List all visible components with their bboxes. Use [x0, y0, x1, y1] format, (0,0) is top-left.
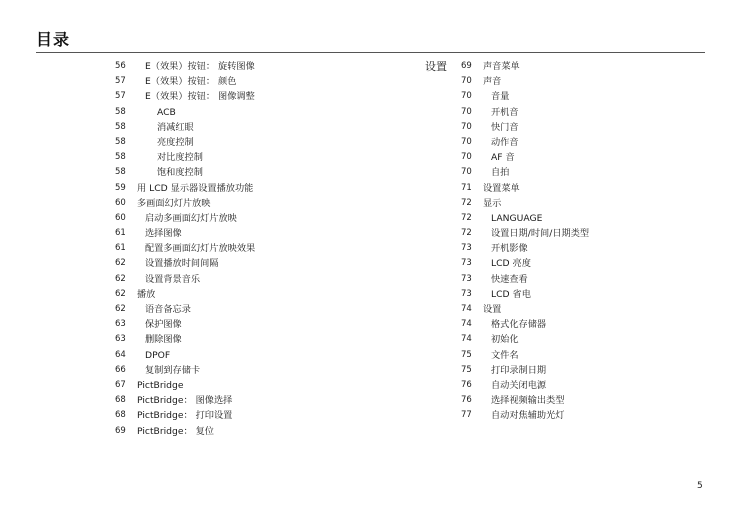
toc-entry-title: 对比度控制 — [157, 152, 203, 164]
toc-entry-title: PictBridge — [137, 379, 184, 391]
toc-entry-title: 删除图像 — [145, 334, 182, 346]
toc-entry[interactable] — [115, 150, 415, 165]
toc-entry[interactable] — [461, 150, 701, 165]
toc-page-number: 70 — [461, 76, 472, 87]
toc-entry-title: 配置多画面幻灯片放映效果 — [145, 243, 256, 255]
toc-entry[interactable] — [115, 74, 415, 89]
toc-page-number: 66 — [115, 364, 126, 375]
toc-entry-title: 消减红眼 — [157, 121, 194, 133]
toc-entry-title: 快门音 — [491, 121, 519, 133]
toc-page-number: 75 — [461, 349, 472, 360]
toc-entry-title: 选择视频输出类型 — [491, 395, 565, 407]
toc-entry[interactable] — [115, 89, 415, 104]
toc-entry-title: 开机影像 — [491, 243, 528, 255]
toc-entry-title: 设置 — [483, 304, 502, 315]
toc-entry-title: ACB — [157, 106, 176, 118]
toc-page-number: 62 — [115, 258, 126, 269]
toc-page-number: 74 — [461, 304, 472, 314]
toc-page-number: 57 — [115, 76, 126, 87]
toc-entry-title: 播放 — [137, 288, 156, 300]
toc-page-number: 58 — [115, 152, 126, 163]
toc-entry[interactable] — [115, 287, 415, 302]
toc-page-number: 70 — [461, 167, 472, 178]
toc-page-number: 72 — [461, 197, 472, 208]
toc-entry[interactable] — [115, 348, 415, 363]
toc-page-number: 77 — [461, 410, 472, 421]
toc-entry-title: 设置日期/时间/日期类型 — [491, 228, 590, 240]
toc-page-number: 58 — [115, 121, 126, 132]
toc-page-number: 73 — [461, 258, 472, 269]
toc-page-number: 58 — [115, 136, 126, 147]
toc-entry[interactable] — [115, 378, 415, 393]
toc-entry-title: 显示 — [483, 197, 502, 209]
toc-entry[interactable] — [461, 393, 701, 408]
toc-entry-title: E（效果）按钮： 图像调整 — [145, 91, 255, 103]
toc-entry-title: 开机音 — [491, 106, 519, 118]
toc-entry-title: 快速查看 — [491, 273, 528, 285]
toc-entry-title: DPOF — [145, 349, 171, 361]
toc-page-number: 67 — [115, 379, 126, 390]
toc-entry[interactable] — [115, 317, 415, 332]
toc-entry-title: 设置菜单 — [483, 182, 520, 194]
toc-page-number: 76 — [461, 379, 472, 390]
toc-entry[interactable] — [461, 363, 701, 378]
toc-entry[interactable] — [461, 332, 701, 347]
toc-page-number: 69 — [115, 425, 126, 436]
toc-page-number: 68 — [115, 395, 126, 406]
toc-entry[interactable] — [461, 74, 701, 89]
toc-left-column — [115, 59, 415, 439]
toc-entry-title: 动作音 — [491, 136, 519, 148]
toc-page-number: 72 — [461, 212, 472, 223]
toc-entry[interactable] — [461, 408, 701, 423]
toc-page-number: 59 — [115, 182, 126, 193]
toc-page-number: 70 — [461, 121, 472, 132]
toc-entry[interactable] — [115, 424, 415, 439]
toc-entry[interactable] — [461, 135, 701, 150]
toc-entry-title: PictBridge： 图像选择 — [137, 395, 233, 407]
toc-entry-title: 文件名 — [491, 349, 519, 361]
toc-entry[interactable] — [115, 181, 415, 196]
toc-page-number: 62 — [115, 304, 126, 314]
toc-entry-title: 声音 — [483, 76, 502, 88]
toc-entry[interactable] — [461, 226, 701, 241]
toc-page-number: 62 — [115, 288, 126, 299]
toc-entry-title: 打印录制日期 — [491, 364, 547, 376]
toc-entry-title: 饱和度控制 — [157, 167, 203, 179]
toc-entry-title: LCD 省电 — [491, 288, 531, 300]
toc-entry-title: 格式化存储器 — [491, 319, 547, 331]
toc-entry[interactable] — [115, 272, 415, 287]
toc-entry-title: 初始化 — [491, 334, 519, 346]
toc-page-number: 73 — [461, 273, 472, 284]
toc-page-number: 58 — [115, 167, 126, 178]
toc-right-column — [461, 59, 701, 424]
toc-entry[interactable] — [461, 89, 701, 104]
toc-entry[interactable] — [461, 241, 701, 256]
toc-entry[interactable] — [115, 211, 415, 226]
toc-page-number: 56 — [115, 61, 126, 71]
toc-page-number: 70 — [461, 136, 472, 147]
toc-page-number: 72 — [461, 228, 472, 239]
page-title: 目录 — [36, 30, 71, 49]
toc-page-number: 74 — [461, 334, 472, 345]
toc-entry[interactable] — [115, 59, 415, 74]
toc-entry[interactable] — [115, 165, 415, 180]
toc-entry-title: LCD 亮度 — [491, 258, 531, 270]
toc-page-number: 58 — [115, 106, 126, 117]
toc-entry[interactable] — [461, 211, 701, 226]
toc-entry[interactable] — [461, 196, 701, 211]
toc-page-number: 60 — [115, 212, 126, 223]
toc-page-number: 64 — [115, 349, 126, 360]
toc-entry-title: PictBridge： 打印设置 — [137, 410, 233, 422]
toc-entry-title: 音量 — [491, 91, 510, 103]
toc-page-number: 57 — [115, 91, 126, 102]
toc-entry[interactable] — [115, 196, 415, 211]
toc-entry[interactable] — [115, 332, 415, 347]
toc-entry-title: 选择图像 — [145, 228, 182, 240]
toc-entry-title: 启动多画面幻灯片放映 — [145, 212, 237, 224]
toc-entry-title: 复制到存储卡 — [145, 364, 201, 376]
toc-entry-title: 自动关闭电源 — [491, 379, 547, 391]
toc-entry-title: PictBridge： 复位 — [137, 425, 214, 437]
toc-page-number: 70 — [461, 91, 472, 102]
toc-entry[interactable] — [461, 378, 701, 393]
toc-entry-title: 设置播放时间间隔 — [145, 258, 219, 270]
toc-entry[interactable] — [115, 256, 415, 271]
toc-entry[interactable] — [115, 241, 415, 256]
toc-page-number: 76 — [461, 395, 472, 406]
toc-entry[interactable] — [115, 363, 415, 378]
toc-entry-title: 设置背景音乐 — [145, 273, 201, 285]
toc-page-number: 74 — [461, 319, 472, 330]
toc-entry-title: 多画面幻灯片放映 — [137, 197, 211, 209]
toc-entry-title: 自拍 — [491, 167, 510, 179]
toc-page-number: 71 — [461, 182, 472, 193]
toc-page-number: 69 — [461, 61, 472, 71]
toc-entry[interactable] — [461, 317, 701, 332]
toc-entry[interactable] — [115, 105, 415, 120]
toc-entry-title: 自动对焦辅助光灯 — [491, 410, 565, 422]
toc-entry[interactable] — [115, 226, 415, 241]
toc-entry[interactable] — [461, 272, 701, 287]
toc-page-number: 75 — [461, 364, 472, 375]
toc-entry[interactable] — [115, 408, 415, 423]
toc-page-number: 61 — [115, 243, 126, 254]
title-divider — [36, 52, 705, 53]
toc-entry-title: 用 LCD 显示器设置播放功能 — [137, 182, 254, 194]
section-label: 设置 — [425, 60, 447, 73]
toc-entry[interactable] — [461, 302, 701, 317]
toc-entry-title: 亮度控制 — [157, 136, 194, 148]
toc-entry[interactable] — [461, 59, 701, 74]
toc-entry-title: E（效果）按钮： 旋转图像 — [145, 61, 255, 72]
toc-entry-title: LANGUAGE — [491, 212, 543, 224]
toc-entry[interactable] — [115, 393, 415, 408]
toc-entry-title: AF 音 — [491, 152, 515, 164]
toc-entry-title: 声音菜单 — [483, 61, 520, 72]
toc-page-number: 63 — [115, 334, 126, 345]
toc-page-number: 68 — [115, 410, 126, 421]
toc-page-number: 73 — [461, 243, 472, 254]
toc-page-number: 60 — [115, 197, 126, 208]
toc-entry[interactable] — [461, 348, 701, 363]
toc-entry-title: 保护图像 — [145, 319, 182, 331]
toc-entry[interactable] — [461, 256, 701, 271]
toc-page-number: 70 — [461, 152, 472, 163]
toc-entry[interactable] — [115, 135, 415, 150]
toc-entry[interactable] — [461, 287, 701, 302]
page-number: 5 — [697, 481, 703, 491]
toc-page-number: 70 — [461, 106, 472, 117]
toc-entry[interactable] — [461, 105, 701, 120]
toc-entry-title: 语音备忘录 — [145, 304, 191, 315]
toc-entry[interactable] — [461, 165, 701, 180]
toc-entry[interactable] — [461, 120, 701, 135]
toc-page-number: 63 — [115, 319, 126, 330]
toc-entry-title: E（效果）按钮： 颜色 — [145, 76, 237, 88]
toc-entry[interactable] — [461, 181, 701, 196]
toc-page-number: 73 — [461, 288, 472, 299]
toc-entry[interactable] — [115, 120, 415, 135]
toc-page-number: 61 — [115, 228, 126, 239]
toc-entry[interactable] — [115, 302, 415, 317]
toc-page-number: 62 — [115, 273, 126, 284]
